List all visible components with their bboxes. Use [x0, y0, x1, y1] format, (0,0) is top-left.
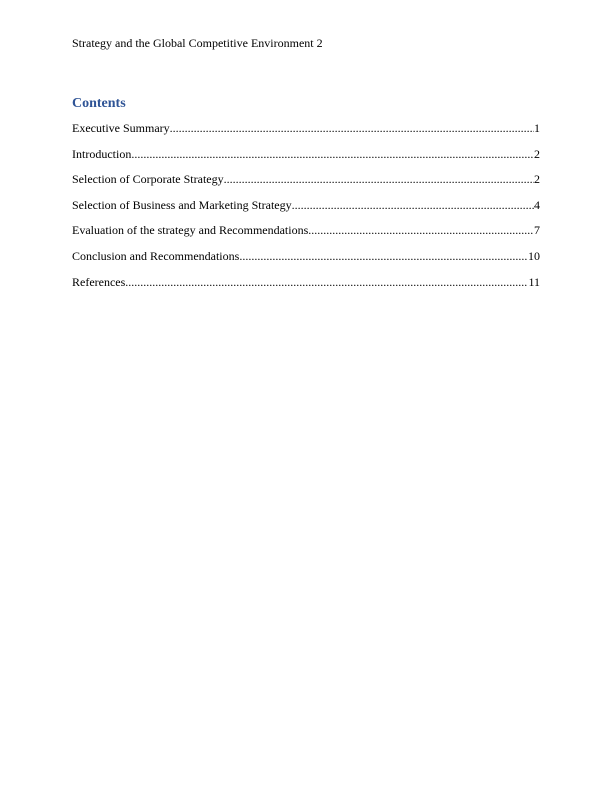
toc-entry-references[interactable] — [72, 275, 540, 301]
toc-entry-page: 2 — [534, 146, 540, 161]
toc-entry-page: 10 — [528, 248, 540, 263]
toc-entry-title: Introduction — [72, 146, 132, 161]
toc-dot-leader — [125, 275, 528, 289]
toc-entry-page: 4 — [534, 197, 540, 212]
toc-entry-title: Executive Summary — [72, 121, 170, 135]
toc-dot-leader — [308, 223, 534, 237]
toc-dot-leader — [239, 249, 528, 263]
toc-entry-title: References — [72, 274, 126, 289]
toc-heading: Contents — [72, 96, 126, 111]
toc-entry-title: Evaluation of the strategy and Recommendations — [72, 223, 309, 238]
toc-entry-title: Selection of Business and Marketing Strategy — [72, 197, 292, 212]
toc-entry-corporate-strategy[interactable] — [72, 172, 540, 198]
toc-entry-conclusion[interactable] — [72, 249, 540, 275]
toc-entry-title: Conclusion and Recommendations — [72, 248, 240, 263]
toc-entry-business-marketing-strategy[interactable] — [72, 198, 540, 224]
toc-dot-leader — [292, 198, 534, 212]
toc-entry-page: 7 — [534, 223, 540, 238]
toc-dot-leader — [131, 147, 534, 161]
toc-entry-page: 1 — [534, 121, 540, 135]
table-of-contents — [72, 121, 540, 300]
page-header: Strategy and the Global Competitive Environment 2 — [72, 36, 323, 50]
toc-entry-evaluation[interactable] — [72, 223, 540, 249]
toc-entry-page: 11 — [528, 274, 540, 289]
toc-entry-page: 2 — [534, 172, 540, 187]
toc-dot-leader — [170, 121, 534, 135]
toc-dot-leader — [224, 172, 534, 186]
toc-entry-introduction[interactable] — [72, 147, 540, 173]
toc-entry-title: Selection of Corporate Strategy — [72, 172, 224, 187]
toc-entry-executive-summary[interactable] — [72, 121, 540, 147]
